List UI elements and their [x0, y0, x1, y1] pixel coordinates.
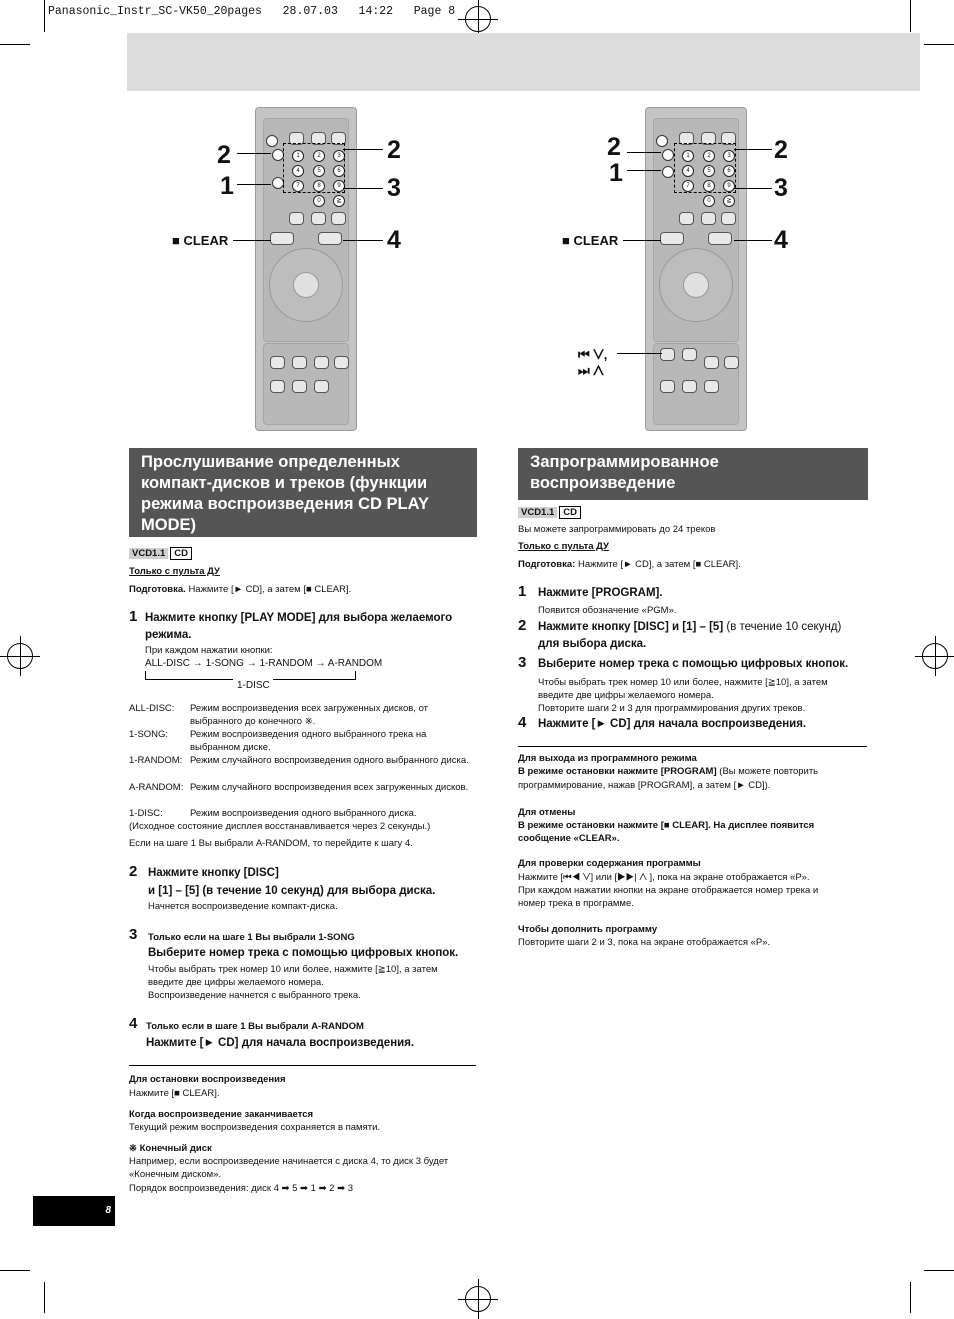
step2-number: 2 [129, 863, 138, 880]
callout-2: 2 [217, 141, 231, 169]
remote-control-right: 1 2 3 4 5 6 7 8 9 0 ≧ [645, 107, 747, 431]
play-cd-button [318, 232, 342, 245]
callout-3-right: 3 [774, 174, 788, 202]
final-disc-heading: ※ Конечный диск [129, 1143, 212, 1154]
callout-4-right: 4 [774, 226, 788, 254]
format-tags-right: VCD1.1 CD [518, 506, 581, 519]
page-number: 8 [33, 1196, 115, 1226]
header-banner [127, 33, 920, 91]
prep-line-right: Подготовка: Нажмите [► CD], а затем [■ CLEAR]. [518, 559, 741, 570]
step3-note3: Воспроизведение начнется с выбранного трека. [148, 990, 361, 1001]
remote-control: 1 2 3 4 5 6 7 8 9 0 ≧ [255, 107, 357, 431]
r-step3-title: Выберите номер трека с помощью цифровых кнопок. [538, 658, 849, 670]
step4-title: Нажмите [► CD] для начала воспроизведения. [146, 1037, 415, 1049]
cancel-text2: сообщение «CLEAR». [518, 833, 620, 844]
check-heading: Для проверки содержания программы [518, 858, 701, 869]
r-step1-number: 1 [518, 583, 527, 600]
callout-2b-right: 2 [774, 136, 788, 164]
mode-return: 1-DISC [237, 680, 270, 691]
final-disc-text2: «Конечным диском». [129, 1169, 222, 1180]
restore-note: (Исходное состояние дисплея восстанавливается через 2 секунды.) [129, 821, 431, 832]
clear-label-right: ■ CLEAR [562, 233, 619, 248]
step1-title: Нажмите кнопку [PLAY MODE] для выбора желаемого режима. [145, 612, 453, 641]
step2-note: Начнется воспроизведение компакт-диска. [148, 901, 338, 912]
step3-note2: введите две цифры желаемого номера. [148, 977, 324, 988]
step2-line1: Нажмите кнопку [DISC] [148, 867, 279, 879]
stop-text: Нажмите [■ CLEAR]. [129, 1088, 220, 1099]
callout-4: 4 [387, 226, 401, 254]
final-disc-text3: Порядок воспроизведения: диск 4 ➡ 5 ➡ 1 ➡ 2 ➡ 3 [129, 1183, 353, 1194]
right-section-title: Запрограммированное воспроизведение [518, 448, 868, 500]
if-note: Если на шаге 1 Вы выбрали A-RANDOM, то перейдите к шагу 4. [129, 838, 413, 849]
clear-button [270, 232, 294, 245]
step1-number: 1 [129, 608, 138, 625]
exit-line2: программирование, нажав [PROGRAM], а затем [► CD]). [518, 780, 771, 791]
callout-2b: 2 [387, 136, 401, 164]
end-heading: Когда воспроизведение заканчивается [129, 1109, 314, 1120]
r-step4-title: Нажмите [► CD] для начала воспроизведения. [538, 718, 807, 730]
callout-1-right: 1 [609, 159, 623, 187]
disc-button-right [662, 149, 674, 161]
prep-line: Подготовка. Нажмите [► CD], а затем [■ CLEAR]. [129, 584, 352, 595]
mode-cycle: ALL-DISC → 1-SONG → 1-RANDOM → A-RANDOM [145, 658, 383, 669]
step4-condition: Только если в шаге 1 Вы выбрали A-RANDOM [146, 1021, 364, 1032]
check-text2: При каждом нажатии кнопки на экране отображается номер трека и [518, 885, 819, 896]
step3-number: 3 [129, 926, 138, 943]
left-section-title: Прослушивание определенных компакт-дисков и треков (функции режима воспроизведения CD PLAY MODE) [129, 448, 477, 537]
final-disc-text1: Например, если воспроизведение начинается с диска 4, то диск 3 будет [129, 1156, 449, 1167]
remote-only-note-right: Только с пульта ДУ [518, 541, 609, 552]
program-button [662, 166, 674, 178]
format-tags: VCD1.1 CD [129, 547, 192, 560]
r-step3-number: 3 [518, 654, 527, 671]
print-header: Panasonic_Instr_SC-VK50_20pages 28.07.03 14:22 Page 8 [48, 5, 456, 18]
callout-1: 1 [220, 172, 234, 200]
step1-note: При каждом нажатии кнопки: [145, 645, 273, 656]
exit-heading: Для выхода из программного режима [518, 753, 697, 764]
add-text: Повторите шаги 2 и 3, пока на экране отображается «P». [518, 937, 771, 948]
r-step3-note2: введите две цифры желаемого номера. [538, 690, 714, 701]
end-text: Текущий режим воспроизведения сохраняется в памяти. [129, 1122, 381, 1133]
callout-2-right: 2 [607, 133, 621, 161]
step4-number: 4 [129, 1015, 138, 1032]
program-intro: Вы можете запрограммировать до 24 треков [518, 524, 716, 535]
callout-3: 3 [387, 174, 401, 202]
step3-condition: Только если на шаге 1 Вы выбрали 1-SONG [148, 932, 355, 943]
step3-title: Выберите номер трека с помощью цифровых кнопок. [148, 947, 459, 959]
stop-heading: Для остановки воспроизведения [129, 1074, 286, 1085]
r-step3-note3: Повторите шаги 2 и 3 для программирования других треков. [538, 703, 806, 714]
remote-only-note: Только с пульта ДУ [129, 566, 220, 577]
cancel-text1: В режиме остановки нажмите [■ CLEAR]. На дисплее появится [518, 820, 815, 831]
r-step1-note: Появится обозначение «PGM». [538, 605, 677, 616]
add-heading: Чтобы дополнить программу [518, 924, 658, 935]
exit-line1: В режиме остановки нажмите [PROGRAM] (Вы можете повторить [518, 766, 819, 777]
right-divider [518, 746, 867, 747]
step2-line2: и [1] – [5] (в течение 10 секунд) для выбора диска. [148, 885, 436, 897]
r-step2-number: 2 [518, 617, 527, 634]
cancel-heading: Для отмены [518, 807, 576, 818]
skip-label-1: ⏮ ⋁, [578, 347, 608, 362]
r-step3-note1: Чтобы выбрать трек номер 10 или более, нажмите [≧10], а затем [538, 677, 828, 688]
r-step1-title: Нажмите [PROGRAM]. [538, 587, 663, 599]
step3-note1: Чтобы выбрать трек номер 10 или более, нажмите [≧10], а затем [148, 964, 438, 975]
clear-label: ■ CLEAR [172, 233, 229, 248]
skip-label-2: ⏭ ⋀ [578, 363, 604, 378]
left-divider [129, 1065, 476, 1066]
r-step4-number: 4 [518, 714, 527, 731]
check-text1: Нажмите [⏮◀ ⋁] или [▶▶| ⋀ ], пока на экране отображается «P». [518, 872, 810, 883]
check-text3: номер трека в программе. [518, 898, 634, 909]
skip-fwd-button [682, 348, 697, 361]
r-step2-title: Нажмите кнопку [DISC] и [1] – [5] (в течение 10 секунд) для выбора диска. [538, 621, 842, 650]
skip-back-button [660, 348, 675, 361]
